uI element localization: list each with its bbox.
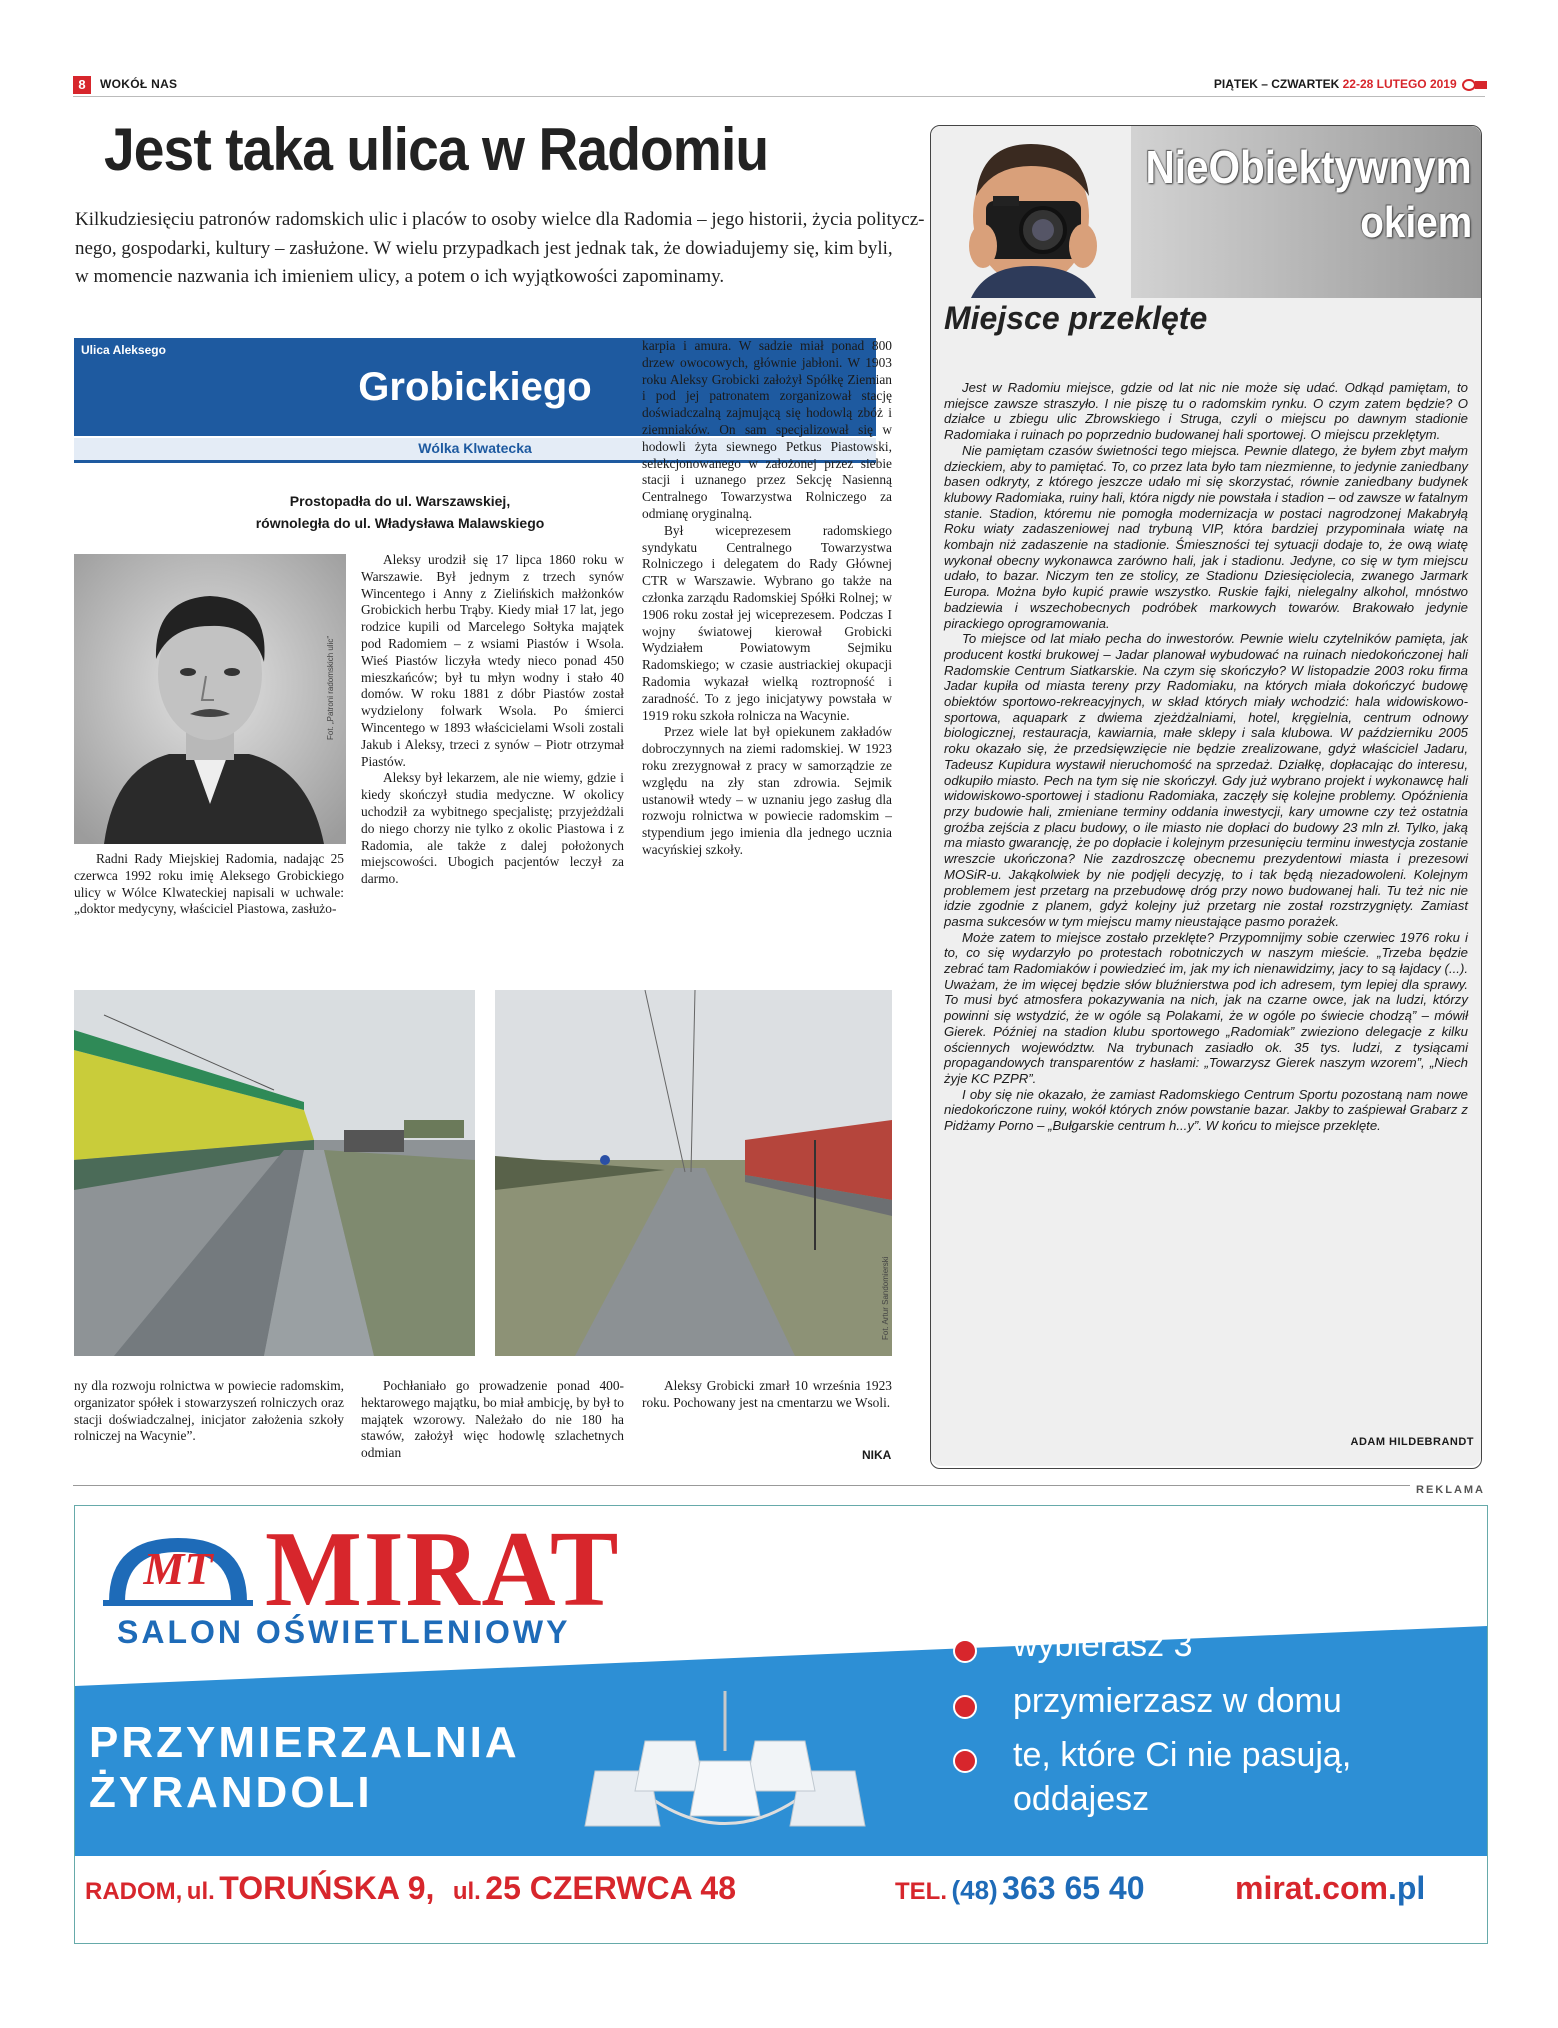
portrait-photo <box>74 554 346 844</box>
opinion-title-line2: okiem <box>1360 198 1472 247</box>
street-photo-2 <box>495 990 892 1356</box>
opinion-paragraph: To miejsce od lat miało pecha do inwestorów. Pewnie wielu czytelników pamięta, jak producent kostki brukowej – Jadar planował wybudować na ruinach niedokończonej hali Radomskie Centrum Siatkarskie. Na czym się skończyło? W listopadzie 2003 roku firma Jadar kupiła od miasta tereny przy Radomiaku, na których miała dokończyć budowę obiektów sportowo-rekreacyjnych, w skład których miały wchodzić: hala widowiskowo-sportowa, aquapark z dwiema zjeżdżalniami, hotel, kręgielnia, centrum odnowy biologicznej, restauracja, kawiarnia, małe sklepy i sala klubowa. W październiku 2005 roku okazało się, że przedsięwzięcie nie będzie zrealizowane, gdyż właściciel Jadaru, Tadeusz Kupidura wystawił nieruchomość na sprzedaż. Działkę, dopłacając do interesu, odkupiło miasto. Pech na tym się nie skończył. Gdy już wybrano projekt i wykonawcę hali widowiskowo-sportowej i stadionu Radomiaka, zaczęły się kolejne problemy. Opóźnienia przy budowie hali, zmieniane terminy oddania inwestycji, kary umowne czy też ostatnia groźba zejścia z placu budowy, o ile miasto nie dopłaci do budowy 23 mln zł. Tylko, jaką ma miasto gwarancję, że po dopłacie i kolejnym przesunięciu terminu inwestycja zostanie wreszcie ukończona? Nie zazdroszczę obecnemu prezydentowi miasta i prezesowi MOSiR-u. Jakąkolwiek by nie podjęli decyzję, to i tak będą niezadowoleni. Kolejnym problemem jest przetarg na przebudowę dróg przy nowo budowanej hali. Tu też nic nie idzie zgodnie z planem, gdyż kolejny już przetarg nie został rozstrzygnięty. Zamiast pasma sukcesów w tym miejscu mamy nieustające pasmo porażek. <box>944 631 1468 929</box>
ad-rule <box>73 1485 1485 1486</box>
lead-line: nego, gospodarki, kultury – zasłużone. W wielu przypadkach jest jednak tak, że dowiadujemy się, kim byli, <box>75 237 893 259</box>
ad-bullet-continuation: oddajesz <box>1013 1780 1150 1818</box>
opinion-paragraph: Nie pamiętam czasów świetności tego miejsca. Pewnie dlatego, że byłem zbyt małym dzieckiem, aby to pamiętać. To, co przez lata było tam niezmienne, to jedynie zaniedbany basen odkryty, z którego jeszcze udało mi się skorzystać, równie zaniedbany budynek klubowy Radomiaka, ruiny hali, która nigdy nie powstała i stadion – od zawsze w fatalnym stanie. Stadion, któremu nie pomogła modernizacja w postaci nagrodzonej Makabryłą Roku wiaty zadaszeniowej nad trybuną VIP, która bardziej przypominała wiatę na kombajn niż zadaszenie na stadionie. Śmieszności tej sytuacji dodaje to, że ową wiatę wykonał obecny wykonawca zarówno hali, jak i stadionu. Jedyne, co się w tym miejscu udało, to bazar. Niczym ten ze stolicy, ze Stadionu Dziesięciolecia, zwanego Jarmark Europa. Można było kupić prawie wszystko. Ruskie fajki, nielegalny alkohol, mnóstwo badziewia i wszechobecnych podróbek markowych towarów. Brakowało jedynie pirackiego oprogramowania. <box>944 442 1468 631</box>
ad-phone-number: 363 65 40 <box>1002 1870 1145 1906</box>
street-box-district: Wólka Klwatecka <box>418 440 532 456</box>
page-number: 8 <box>73 76 91 94</box>
publication-logo-icon <box>1462 79 1488 91</box>
issue-date <box>1214 77 1488 91</box>
article-paragraph: ny dla rozwoju rolnictwa w powiecie radomskim, organizator spółek i stowarzyszeń rolniczych oraz stacji doświadczalnej, inicjator założenia szkoły rolniczej na Wacynie”. <box>74 1378 344 1444</box>
location-line: równoległa do ul. Władysława Malawskiego <box>255 515 545 531</box>
article-column-2 <box>361 552 624 888</box>
ad-street-1: TORUŃSKA 9, <box>219 1870 435 1906</box>
bullet-dot-icon <box>953 1639 977 1663</box>
ad-street-2: 25 CZERWCA 48 <box>485 1870 737 1906</box>
ad-city: RADOM, <box>85 1878 183 1905</box>
opinion-paragraph: Może zatem to miejsce zostało przeklęte? Przypomnijmy sobie czerwiec 1976 roku i to, co się wydarzyło po protestach robotniczych w naszym mieście. „Trzeba będzie zebrać tam Radomiaków i powiedzieć im, jak my ich nienawidzimy, jacy to są łajdacy (...). Uważam, że im więcej będzie słów bluźnierstwa pod ich adresem, tym lepiej dla sprawy. To musi być atmosfera pokazywania na nich, jak na czarne owce, jak na ludzi, którzy powinni się wstydzić, że w ogóle są Polakami, że w ogóle po świecie chodzą” – mówił Gierek. Później na stadion klubu sportowego „Radomiak” zwieziono delegacje z kilku ościennych województw. Na trybunach zasiadło ok. 35 tys. ludzi, z tysiącami propagandowych transparentów z hasłami: „Towarzysz Gierek naszym wzorem”, „Niech żyje KC PZPR”. <box>944 929 1468 1086</box>
header-rule <box>73 96 1485 97</box>
portrait-credit: Fot. „Patroni radomskich ulic” <box>326 635 335 740</box>
article-bottom-column-3 <box>642 1378 892 1412</box>
section-name: WOKÓŁ NAS <box>100 77 178 91</box>
ad-bullet <box>953 1626 1473 1676</box>
ad-headline-line1: PRZYMIERZALNIA <box>89 1718 520 1767</box>
ad-ul: ul. <box>452 1878 481 1905</box>
article-bottom-column-1 <box>74 1378 344 1445</box>
ad-website <box>1235 1870 1425 1907</box>
opinion-title-line1: NieObiektywnym <box>1145 141 1472 193</box>
ad-bullet-list <box>953 1626 1473 1826</box>
opinion-paragraph: Jest w Radomiu miejsce, gdzie od lat nic nie może się udać. Odkąd pamiętam, to miejsce zawsze straszyło. I nie piszę tu o radomskim rynku. O czym zatem będzie? O działce u zbiegu ulic Zbrowskiego i Struga, czyli o miejscu po dawnym stadionie Radomiaka i ruinach po poprzednio budowanej hali sportowej. O miejscu przeklętym. <box>944 380 1468 443</box>
ad-tagline: SALON OŚWIETLENIOWY <box>117 1614 571 1650</box>
location-line: Prostopadła do ul. Warszawskiej, <box>289 493 511 509</box>
ad-label: REKLAMA <box>1410 1484 1485 1496</box>
bullet-dot-icon <box>953 1695 977 1719</box>
ad-website-tld: .pl <box>1387 1870 1426 1906</box>
street-box-name: Grobickiego <box>358 365 592 409</box>
ad-bullet-text: te, które Ci nie pasują, <box>1013 1736 1352 1774</box>
article-paragraph: Aleksy Grobicki zmarł 10 września 1923 roku. Pochowany jest na cmentarzu we Wsoli. <box>642 1378 892 1410</box>
ad-website-main: mirat.com <box>1235 1870 1388 1906</box>
ad-phone-label: TEL. <box>895 1878 947 1905</box>
ad-phone <box>895 1870 1145 1907</box>
ad-ul: ul. <box>186 1878 215 1905</box>
ad-brand: MIRAT <box>265 1510 621 1629</box>
ad-phone-area: (48) <box>951 1875 998 1905</box>
photo-credit: Fot. Artur Sandomierski <box>881 1256 890 1340</box>
opinion-signature: ADAM HILDEBRANDT <box>1350 1436 1474 1448</box>
ad-bullet <box>953 1682 1473 1734</box>
article-signature: NIKA <box>862 1448 892 1462</box>
article-column-1 <box>74 851 344 918</box>
logo-letters: MT <box>143 1543 213 1594</box>
ad-address <box>85 1870 736 1907</box>
lead-line: w momencie nazwania ich imieniem ulicy, a potem o ich wyjątkowości zapominamy. <box>75 266 725 287</box>
article-lead <box>75 206 925 292</box>
article-paragraph: Radni Rady Miejskiej Radomia, nadając 25 czerwca 1992 roku imię Aleksego Grobickiego ulicy w Wólce Klwateckiej napisali w uchwale: „doktor medycyny, właściciel Piastowa, zasłużo- <box>74 851 344 917</box>
article-paragraph: Był wiceprezesem radomskiego syndykatu Centralnego Towarzystwa Rolniczego i delegatem do Rady Głównej CTR w Warszawie. Wybrano go także na członka zarządu Radomskiej Spółki Rolnej; w 1906 roku został jej wiceprezesem. Podczas I wojny światowej kierował Grobicki Wydziałem Powiatowym Sejmiku Radomskiego; w czasie austriackiej okupacji Radomia wykazał wielką roztropność i zaradność. To z jego inicjatywy powstała w 1919 roku szkoła rolnicza na Wacynie. <box>642 522 892 723</box>
bullet-dot-icon <box>953 1749 977 1773</box>
article-headline: Jest taka ulica w Radomiu <box>104 116 769 183</box>
article-paragraph: Aleksy urodził się 17 lipca 1860 roku w Warszawie. Był jednym z trzech synów Wincentego i Anny z Zielińskich małżonków Grobickich herbu Trąby. Kiedy miał 17 lat, jego rodzice kupili od Marcelego Sołtyka majątek pod Radomiem – z wsiami Piastów i Wsola. Wieś Piastów liczyła wtedy nieco ponad 450 mieszkańców; był tu młyn wodny i stało 40 domów. W roku 1881 z dóbr Piastów został wydzielony folwark Wsola. Po śmierci Wincentego w 1893 właścicielami Wsoli zostali Jakub i Aleksy, trzeci z synów – Piotr otrzymał Piastów. <box>361 552 624 769</box>
advertisement <box>74 1505 1488 1944</box>
article-paragraph: Pochłaniało go prowadzenie ponad 400-hektarowego majątku, bo miał ambicję, by był to majątek wzorowy. Należało do nie 180 ha stawów, założył więc hodowlę szlachetnych odmian <box>361 1378 624 1461</box>
ad-bullet <box>953 1736 1473 1826</box>
ad-headline-line2: ŻYRANDOLI <box>89 1768 373 1817</box>
opinion-paragraph: I oby się nie okazało, że zamiast Radomskiego Centrum Sportu pozostaną nam nowe niedokończone ruiny, wokół których znów powstanie bazar. Jakby to zaśpiewał Grabarz z Pidżamy Porno – „Bułgarskie centrum h...y”. W końcu to miejsce przeklęte. <box>944 1086 1468 1134</box>
article-paragraph: Przez wiele lat był opiekunem zakładów dobroczynnych na ziemi radomskiej. W 1923 roku zrezygnował z pracy w samorządzie ze względu na zły stan zdrowia. Sejmik ustanowił wtedy – w uznaniu jego zasług dla rozwoju rolnictwa w powiecie radomskim – stypendium jego imienia dla jednego ucznia wacyńskiej szkoły. <box>642 724 892 857</box>
article-bottom-column-2 <box>361 1378 624 1462</box>
chandelier-icon <box>575 1691 875 1861</box>
opinion-text <box>944 380 1468 1134</box>
issue-date-prefix: PIĄTEK – CZWARTEK <box>1213 77 1340 91</box>
street-photo-1 <box>74 990 475 1356</box>
ad-bullet-text: przymierzasz w domu <box>1013 1682 1342 1720</box>
ad-bullet-text: wybierasz 3 <box>1013 1626 1193 1664</box>
article-paragraph: Aleksy był lekarzem, ale nie wiemy, gdzie i kiedy skończył studia medyczne. W okolicy uchodził za wybitnego specjalistę; przyjeżdżali do niego chorzy nie tylko z okolic Piastowa i z Radomia, ale także z dalej położonych miejscowości. Ubogich pacjentów leczył za darmo. <box>361 770 624 887</box>
opinion-heading: Miejsce przeklęte <box>944 300 1208 336</box>
article-paragraph: karpia i amura. W sadzie miał ponad 800 drzew owocowych, głównie jabłoni. W 1903 roku Aleksy Grobicki założył Spółkę Ziemian i pod jej patronatem zorganizował stację doświadczalną zajmującą się hodowlą zbóż i ziemniaków. On sam specjalizował się w hodowli żyta siewnego Petkus Piastowski, selekcjonowanego w założonej przez siebie stacji i uznanego przez Sekcję Nasienną Centralnego Towarzystwa Rolniczego za odmianę oryginalną. <box>642 338 892 521</box>
street-box-label: Ulica Aleksego <box>81 343 166 357</box>
street-location <box>150 490 650 534</box>
article-column-3 <box>642 338 892 859</box>
issue-date-range: 22-28 LUTEGO 2019 <box>1342 77 1457 91</box>
lead-line: Kilkudziesięciu patronów radomskich ulic i placów to osoby wielce dla Radomia – jego historii, życia politycz- <box>75 209 925 230</box>
